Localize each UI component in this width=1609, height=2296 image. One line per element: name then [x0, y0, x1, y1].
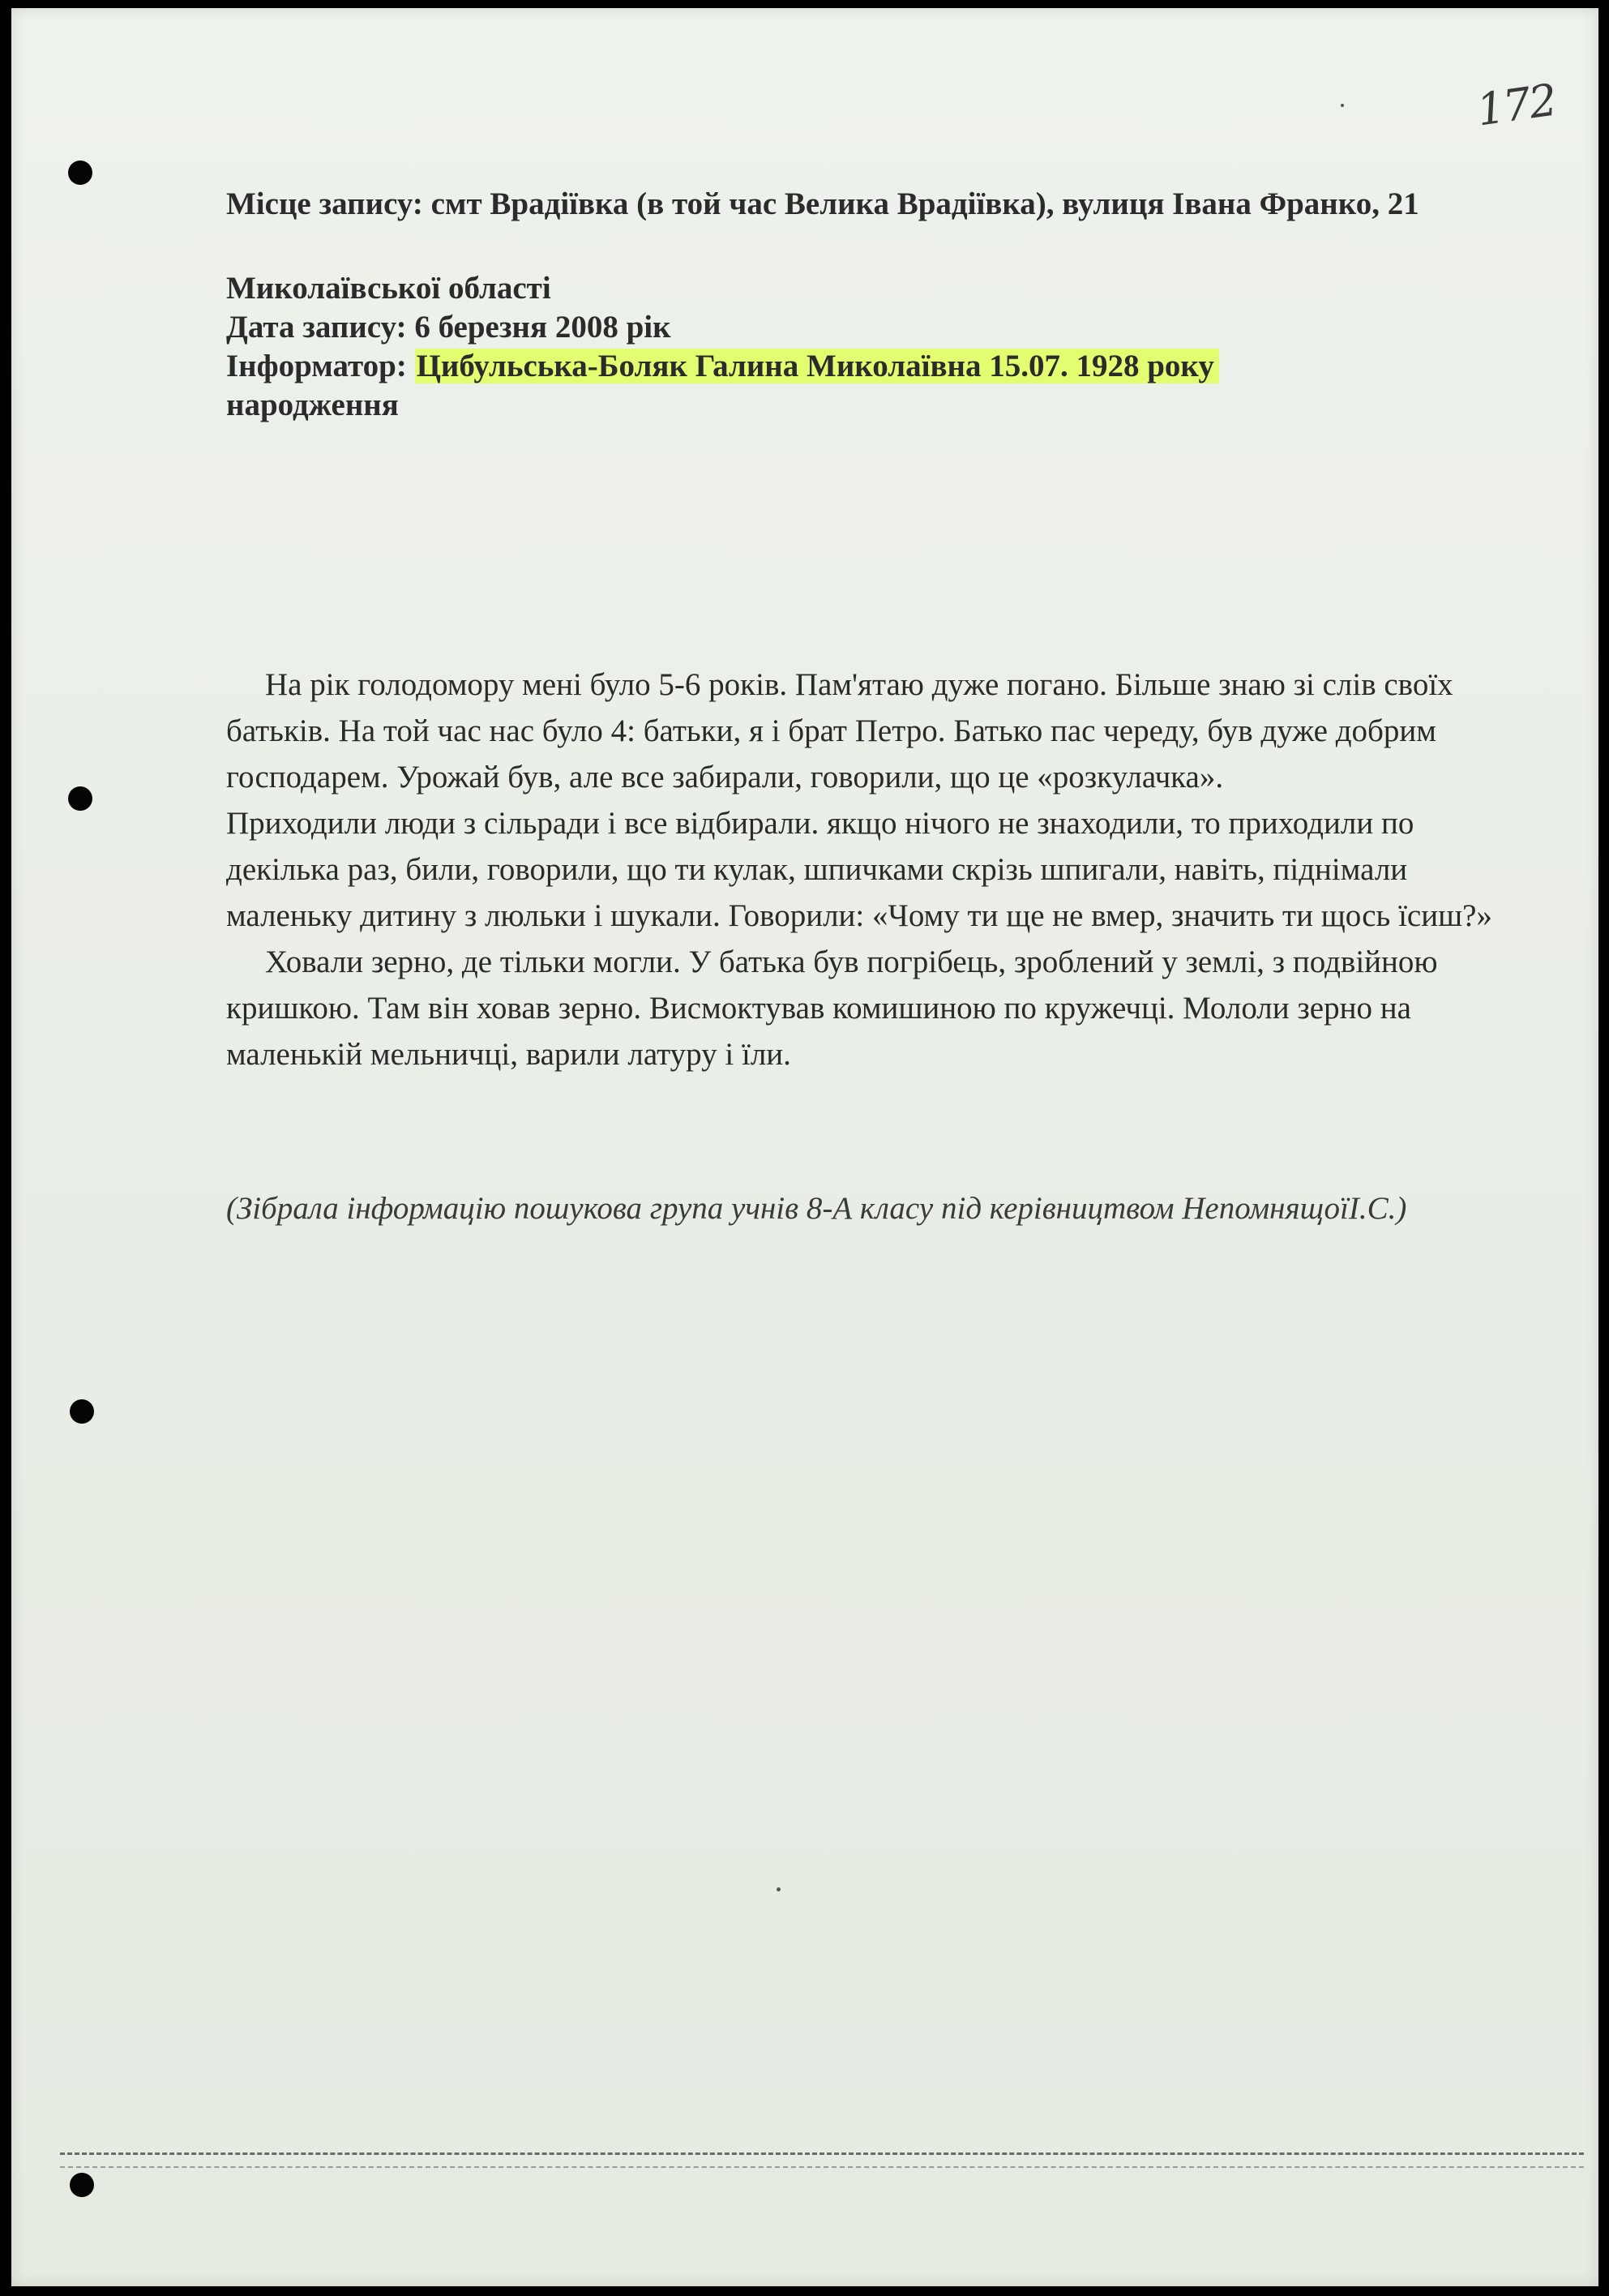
punch-hole-top: [68, 161, 92, 185]
record-place: Місце запису: смт Врадіївка (в той час Велика Врадіївка), вулиця Івана Франко, 21: [226, 186, 1419, 221]
record-date: Дата запису: 6 березня 2008 рік: [226, 310, 671, 345]
informant-suffix: народження: [226, 388, 399, 422]
scan-speck: [1341, 104, 1344, 107]
document-page: [11, 8, 1598, 2286]
record-region: Миколаївської області: [226, 271, 551, 306]
informant-name-highlighted: Цибульська-Боляк Галина Миколаївна 15.07. 1928 року: [415, 349, 1219, 383]
punch-hole-upper-middle: [68, 786, 92, 811]
punch-hole-lower-middle: [70, 1399, 94, 1424]
record-informant: [226, 347, 1491, 386]
testimony-paragraph-1: На рік голодомору мені було 5-6 років. Пам'ятаю дуже погано. Більше знаю зі слів своїх батьків. На той час нас було 4: батьки, я і брат Петро. Батько пас череду, був дуже добрим господарем. Урожай був, але все забирали, говорили, що це «розкулачка».: [226, 667, 1453, 795]
informant-label: Інформатор:: [226, 349, 415, 383]
bottom-dashed-rule-faint: [60, 2166, 1584, 2168]
handwritten-page-number: 172: [1474, 74, 1559, 136]
record-header: [226, 185, 1491, 425]
collection-note: (Зібрала інформацію пошукова група учнів 8-А класу під керівництвом НепомнящоїІ.С.): [226, 1191, 1407, 1226]
testimony-paragraph-3: Ховали зерно, де тільки могли. У батька був погрібець, зроблений у землі, з подвійною кришкою. Там він ховав зерно. Висмоктував комишиною по кружечці. Мололи зерно на маленькій мельничці, варили латуру і їли.: [226, 945, 1438, 1072]
bottom-dashed-rule: [60, 2152, 1584, 2155]
testimony-body: [226, 662, 1499, 1077]
punch-hole-bottom: [70, 2173, 94, 2197]
testimony-paragraph-2: Приходили люди з сільради і все відбирали. якщо нічого не знаходили, то приходили по декілька раз, били, говорили, що ти кулак, шпичками скрізь шпигали, навіть, піднімали маленьку дитину з люльки і шукали. Говорили: «Чому ти ще не вмер, значить ти щось їсиш?»: [226, 806, 1492, 933]
scan-speck: [777, 1887, 781, 1891]
